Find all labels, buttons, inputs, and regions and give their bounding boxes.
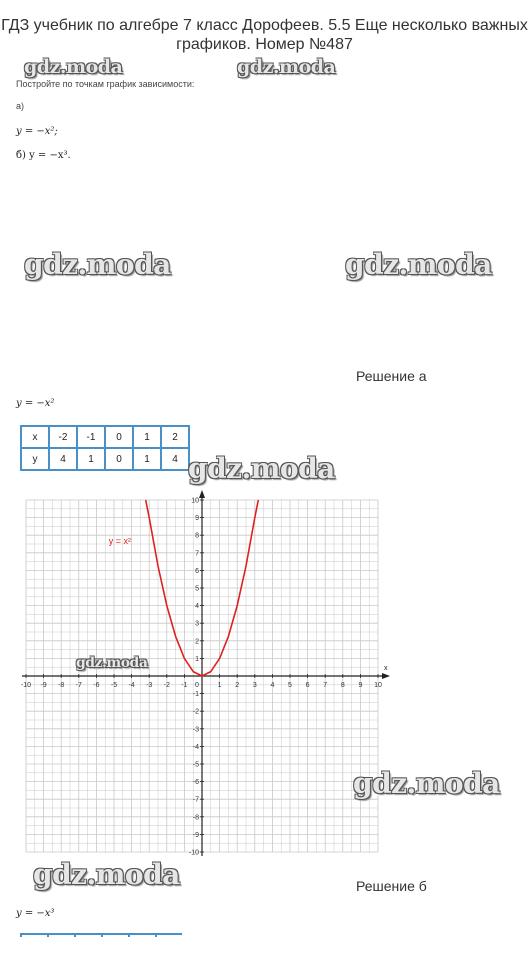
watermark: gdz.moda (353, 767, 500, 800)
y-tick-label: 3 (195, 620, 199, 628)
table-cell: 1 (77, 448, 105, 470)
function-graph (0, 490, 400, 870)
table-row (21, 426, 189, 448)
y-tick-label: -9 (192, 831, 199, 839)
x-tick-label: 6 (305, 682, 310, 689)
watermark: gdz.moda (33, 858, 180, 891)
x-tick-label: -6 (93, 682, 100, 689)
watermark: gdz.moda (24, 248, 171, 281)
table-top-border (20, 933, 182, 938)
task-part-b-formula: б) y = −x³. (16, 150, 71, 161)
table-cell: -1 (77, 426, 105, 448)
page-title: ГДЗ учебник по алгебре 7 класс Дорофеев. 5.5 Еще несколько важных графиков. Номер №487 (1, 17, 528, 53)
table-cell: 4 (161, 448, 189, 470)
solution-a-formula: y = −x² (16, 398, 55, 409)
y-tick-label: 2 (195, 638, 199, 646)
y-tick-label: 1 (195, 655, 199, 663)
series-label: y = x² (108, 536, 131, 546)
y-tick-label: 9 (195, 515, 199, 523)
y-tick-label: 8 (195, 532, 199, 540)
values-table (20, 425, 190, 471)
x-tick-label: 8 (340, 682, 345, 689)
table-cell: -2 (49, 426, 77, 448)
table-row (21, 448, 189, 470)
x-tick-label: -1 (181, 682, 188, 689)
task-part-a-label: а) (16, 101, 25, 111)
watermark: gdz.moda (24, 56, 123, 78)
y-tick-label: 10 (191, 497, 199, 505)
x-tick-label: 7 (323, 682, 328, 689)
x-tick-label: 3 (252, 682, 257, 689)
x-tick-label: 1 (217, 682, 222, 689)
x-axis-arrow (382, 673, 390, 679)
x-tick-label: 5 (288, 682, 292, 689)
x-tick-label: -3 (146, 682, 153, 689)
y-axis-arrow (199, 490, 205, 498)
table-cell: 4 (49, 448, 77, 470)
y-tick-label: -6 (192, 779, 199, 787)
task-part-a-formula: y = −x²; (16, 126, 58, 137)
solution-b-formula: y = −x³ (16, 908, 55, 919)
y-tick-label: -2 (192, 708, 199, 716)
x-axis-label: x (384, 665, 388, 672)
x-tick-label: -7 (75, 682, 82, 689)
watermark: gdz.moda (345, 248, 492, 281)
x-tick-label: 9 (358, 682, 363, 689)
y-tick-label: -3 (192, 726, 199, 734)
x-tick-label: -10 (20, 682, 32, 689)
table-cell: 0 (105, 426, 133, 448)
watermark: gdz.moda (237, 56, 336, 78)
y-tick-label: 7 (195, 550, 199, 558)
y-tick-label: -4 (192, 743, 199, 751)
y-tick-label: -10 (188, 849, 199, 857)
x-tick-label: 2 (235, 682, 240, 689)
y-tick-label: 5 (195, 585, 199, 593)
y-tick-label: -8 (192, 814, 199, 822)
table-cell: 0 (105, 448, 133, 470)
y-tick-label: 4 (195, 603, 199, 611)
watermark: gdz.moda (76, 655, 148, 671)
watermark: gdz.moda (188, 452, 335, 485)
table-cell: 2 (161, 426, 189, 448)
y-tick-label: -7 (192, 796, 199, 804)
table-cell: 1 (133, 448, 161, 470)
x-tick-label: -9 (40, 682, 47, 689)
task-instruction: Постройте по точкам график зависимости: (16, 79, 195, 89)
x-tick-label: 10 (374, 682, 382, 689)
solution-a-heading: Решение а (356, 368, 427, 384)
x-tick-label: -8 (58, 682, 65, 689)
table-cell: 1 (133, 426, 161, 448)
table-cell: y (21, 448, 49, 470)
y-tick-label: -5 (192, 761, 199, 769)
y-tick-label: 6 (195, 567, 199, 575)
solution-b-heading: Решение б (356, 878, 427, 894)
table-cell: x (21, 426, 49, 448)
x-tick-label: -5 (110, 682, 118, 689)
y-tick-label: -1 (192, 691, 199, 699)
x-tick-label: -2 (163, 682, 170, 689)
x-tick-label: 0 (195, 682, 199, 689)
x-tick-label: 4 (270, 682, 275, 689)
x-tick-label: -4 (128, 682, 135, 689)
